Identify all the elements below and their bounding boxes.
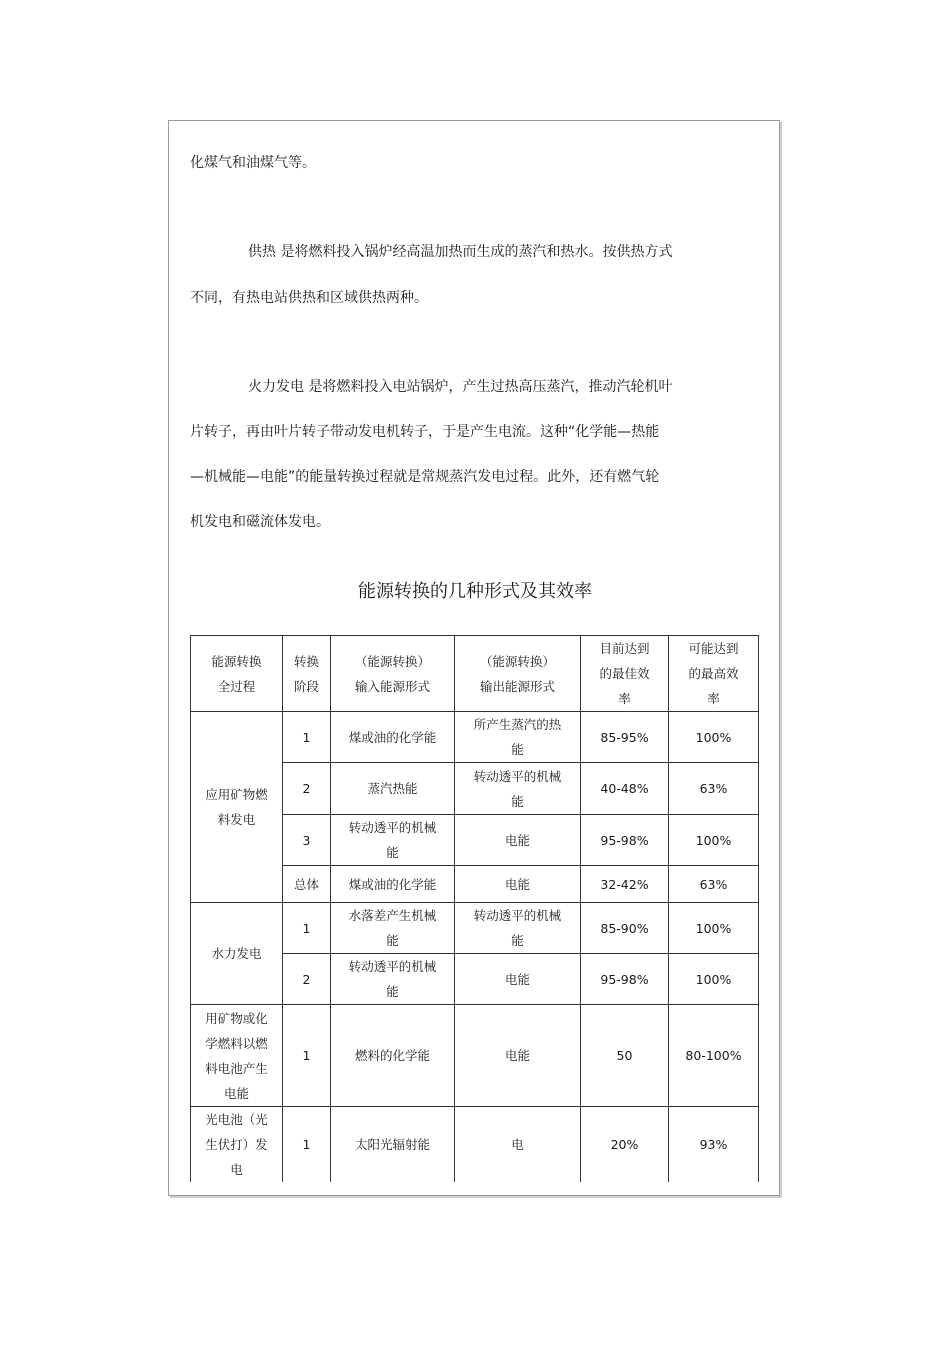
cell-max-efficiency: 100% [669, 815, 759, 866]
paragraph-line: —机械能—电能”的能量转换过程就是常规蒸汽发电过程。此外，还有燃气轮 [190, 469, 660, 485]
header-process: 能源转换 全过程 [191, 636, 283, 712]
header-input: （能源转换） 输入能源形式 [331, 636, 455, 712]
paragraph-line: 化煤气和油煤气等。 [190, 155, 316, 171]
paragraph-line: 片转子，再由叶片转子带动发电机转子，于是产生电流。这种“化学能—热能 [190, 424, 660, 440]
cell-current-efficiency: 50 [581, 1005, 669, 1107]
cell-current-efficiency: 85-90% [581, 903, 669, 954]
cell-current-efficiency: 95-98% [581, 954, 669, 1005]
paragraph-line: 火力发电 是将燃料投入电站锅炉，产生过热高压蒸汽，推动汽轮机叶 [248, 379, 673, 395]
cell-stage: 总体 [283, 866, 331, 903]
cell-output: 电能 [455, 1005, 581, 1107]
paragraph-line: 不同，有热电站供热和区域供热两种。 [190, 290, 428, 306]
cell-stage: 1 [283, 1107, 331, 1183]
cell-output: 电能 [455, 866, 581, 903]
cell-current-efficiency: 40-48% [581, 763, 669, 815]
header-output: （能源转换） 输出能源形式 [455, 636, 581, 712]
cell-output: 电能 [455, 815, 581, 866]
table-header-row [191, 636, 759, 712]
cell-process: 用矿物或化 学燃料以燃 料电池产生 电能 [191, 1005, 283, 1107]
cell-process: 水力发电 [191, 903, 283, 1005]
cell-stage: 3 [283, 815, 331, 866]
cell-input: 煤或油的化学能 [331, 866, 455, 903]
header-stage: 转换 阶段 [283, 636, 331, 712]
cell-stage: 2 [283, 763, 331, 815]
cell-output: 转动透平的机械 能 [455, 903, 581, 954]
cell-output: 所产生蒸汽的热 能 [455, 712, 581, 763]
cell-max-efficiency: 100% [669, 954, 759, 1005]
cell-current-efficiency: 32-42% [581, 866, 669, 903]
cell-input: 转动透平的机械 能 [331, 954, 455, 1005]
cell-max-efficiency: 100% [669, 712, 759, 763]
cell-input: 太阳光辐射能 [331, 1107, 455, 1183]
cell-input: 煤或油的化学能 [331, 712, 455, 763]
cell-input: 转动透平的机械 能 [331, 815, 455, 866]
cell-process: 应用矿物燃 料发电 [191, 712, 283, 903]
cell-current-efficiency: 85-95% [581, 712, 669, 763]
cell-input: 燃料的化学能 [331, 1005, 455, 1107]
cell-current-efficiency: 20% [581, 1107, 669, 1183]
cell-stage: 2 [283, 954, 331, 1005]
cell-max-efficiency: 63% [669, 866, 759, 903]
table-row [191, 712, 759, 763]
cell-input: 水落差产生机械 能 [331, 903, 455, 954]
cell-stage: 1 [283, 712, 331, 763]
cell-stage: 1 [283, 903, 331, 954]
cell-input: 蒸汽热能 [331, 763, 455, 815]
cell-process: 光电池（光 生伏打）发 电 [191, 1107, 283, 1183]
header-max-efficiency: 可能达到 的最高效 率 [669, 636, 759, 712]
cell-output: 转动透平的机械 能 [455, 763, 581, 815]
paragraph-line: 机发电和磁流体发电。 [190, 514, 330, 530]
cell-stage: 1 [283, 1005, 331, 1107]
cell-max-efficiency: 63% [669, 763, 759, 815]
table-caption: 能源转换的几种形式及其效率 [358, 581, 592, 602]
cell-max-efficiency: 80-100% [669, 1005, 759, 1107]
energy-conversion-table [190, 635, 759, 1182]
table-row [191, 903, 759, 954]
cell-current-efficiency: 95-98% [581, 815, 669, 866]
cell-output: 电 [455, 1107, 581, 1183]
cell-output: 电能 [455, 954, 581, 1005]
header-current-efficiency: 目前达到 的最佳效 率 [581, 636, 669, 712]
paragraph-line: 供热 是将燃料投入锅炉经高温加热而生成的蒸汽和热水。按供热方式 [248, 244, 673, 260]
table-row [191, 1107, 759, 1183]
cell-max-efficiency: 93% [669, 1107, 759, 1183]
table-row [191, 1005, 759, 1107]
cell-max-efficiency: 100% [669, 903, 759, 954]
